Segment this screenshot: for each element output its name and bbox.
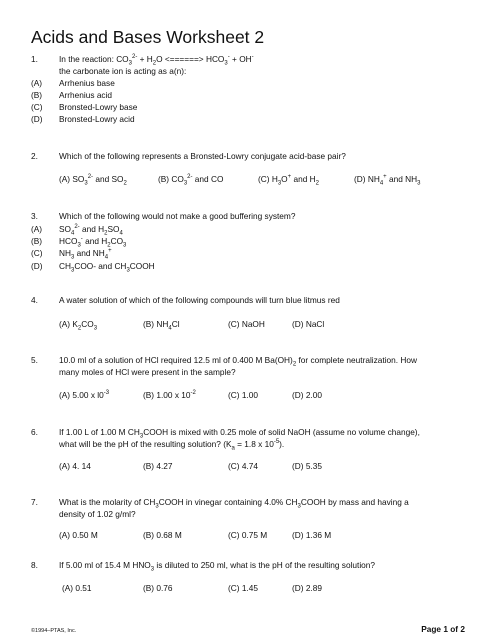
question-5-option-d: (D) 2.00 <box>292 390 322 400</box>
question-1-option-c: Bronsted-Lowry base <box>59 102 138 112</box>
question-8-option-d: (D) 2.89 <box>292 583 322 593</box>
question-7-stem-line-2: density of 1.02 g/ml? <box>59 509 136 519</box>
question-3-option-c: $NH_3$ and $NH_4^+$ <box>59 248 112 261</box>
question-4-option-c: (C) NaOH <box>228 319 265 329</box>
question-1-option-d: Bronsted-Lowry acid <box>59 114 135 124</box>
question-1-option-b: Arrhenius acid <box>59 90 113 100</box>
question-8-option-a: (A) 0.51 <box>62 583 92 593</box>
question-3-number: 3. <box>31 211 38 221</box>
question-3-option-c-letter: (C) <box>31 248 43 258</box>
question-6-option-c: (C) 4.74 <box>228 461 258 471</box>
footer-copyright: ©1994–PTAS, Inc. <box>31 628 77 634</box>
question-3-option-d: $CH_3COO-$ and $CH_3COOH$ <box>59 261 155 274</box>
question-1-stem-line-2: the carbonate ion is acting as a(n): <box>59 66 187 76</box>
question-6-option-d: (D) 5.35 <box>292 461 322 471</box>
question-1-option-b-letter: (B) <box>31 90 43 100</box>
question-3-stem: Which of the following would not make a good buffering system? <box>59 211 296 221</box>
question-6-option-a: (A) 4. 14 <box>59 461 91 471</box>
question-8-stem: If 5.00 ml of 15.4 M $HNO_3$ is diluted to 250 ml, what is the pH of the resulting solution? <box>59 560 376 573</box>
question-4-option-b: (B) $NH_4Cl$ <box>143 319 180 332</box>
question-5-number: 5. <box>31 355 38 365</box>
question-7-option-b: (B) 0.68 M <box>143 530 182 540</box>
question-8-option-b: (B) 0.76 <box>143 583 173 593</box>
question-4-option-d: (D) NaCl <box>292 319 325 329</box>
question-5-stem-line-1: 10.0 ml of a solution of HCl required 12.5 ml of 0.400 M $Ba(OH)_2$ for complete neutralization. How <box>59 355 417 368</box>
question-6-stem-line-1: If 1.00 L of 1.00 M $CH_3COOH$ is mixed with 0.25 mole of solid NaOH (assume no volume change), <box>59 427 420 440</box>
question-2-option-a: (A) $SO_3^{2-}$ and $SO_2$ <box>59 174 127 187</box>
question-5-option-b: (B) 1.00 x $10^{-2}$ <box>143 390 196 400</box>
question-5-option-c: (C) 1.00 <box>228 390 258 400</box>
question-6-number: 6. <box>31 427 38 437</box>
question-7-stem-line-1: What is the molarity of $CH_3COOH$ in vinegar containing 4.0% $CH_3COOH$ by mass and having a <box>59 497 409 510</box>
question-3-option-a-letter: (A) <box>31 224 43 234</box>
question-2-stem: Which of the following represents a Bronsted-Lowry conjugate acid-base pair? <box>59 151 346 161</box>
question-5-option-a: (A) 5.00 x $l0^{-3}$ <box>59 390 110 400</box>
question-2-option-d: (D) $NH_4^+$ and $NH_3$ <box>354 174 421 187</box>
page-title: Acids and Bases Worksheet 2 <box>31 27 265 47</box>
question-3-option-d-letter: (D) <box>31 261 43 271</box>
question-1-number: 1. <box>31 54 38 64</box>
question-7-option-a: (A) 0.50 M <box>59 530 98 540</box>
question-3-option-b: $HCO_3^-$ and $H_2CO_3$ <box>59 236 127 249</box>
question-1-stem-line-1: In the reaction: $CO_3^{2-} + H_2O$ <======> $HCO_3^- + OH^-$ <box>59 54 254 67</box>
question-1-option-d-letter: (D) <box>31 114 43 124</box>
question-3-option-b-letter: (B) <box>31 236 43 246</box>
question-5-stem-line-2: many moles of HCl were present in the sample? <box>59 367 236 377</box>
question-1-option-a: Arrhenius base <box>59 78 115 88</box>
question-7-option-d: (D) 1.36 M <box>292 530 332 540</box>
question-2-option-c: (C) $H_3O^+$ and $H_2$ <box>258 174 319 187</box>
question-7-number: 7. <box>31 497 38 507</box>
question-6-option-b: (B) 4.27 <box>143 461 173 471</box>
question-8-option-c: (C) 1.45 <box>228 583 258 593</box>
question-1-option-a-letter: (A) <box>31 78 43 88</box>
question-6-stem-line-2: what will be the pH of the resulting solution? ($K_a = 1.8$ x $10^{-5}$). <box>59 439 285 452</box>
question-4-stem: A water solution of which of the following compounds will turn blue litmus red <box>59 295 340 305</box>
question-2-option-b: (B) $CO_3^{2-}$ and CO <box>158 174 224 187</box>
question-1-option-c-letter: (C) <box>31 102 43 112</box>
question-3-option-a: $SO_4^{2-}$ and $H_2SO_4$ <box>59 224 123 237</box>
footer-page-number: Page 1 of 2 <box>421 624 465 634</box>
question-8-number: 8. <box>31 560 38 570</box>
question-4-number: 4. <box>31 295 38 305</box>
question-7-option-c: (C) 0.75 M <box>228 530 268 540</box>
question-4-option-a: (A) $K_2CO_3$ <box>59 319 98 332</box>
question-2-number: 2. <box>31 151 38 161</box>
